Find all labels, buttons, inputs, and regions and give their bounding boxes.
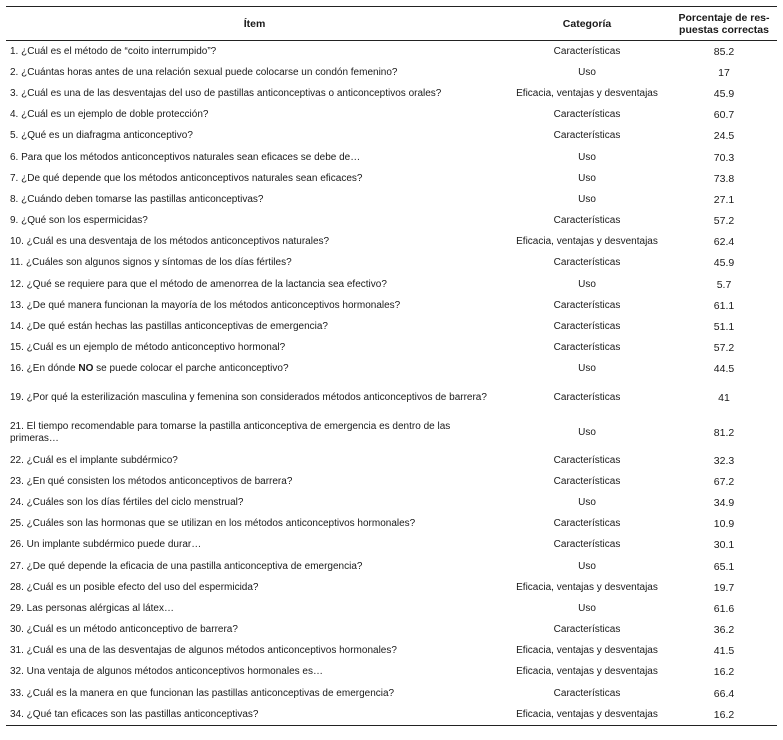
column-header-item: Ítem xyxy=(6,7,503,41)
column-header-category: Categoría xyxy=(503,7,671,41)
item-cell: 19. ¿Por qué la esterilización masculina y femenina son considerados métodos anticonceptivos de barrera? xyxy=(10,391,487,403)
table-row xyxy=(6,683,777,704)
percent-cell: 61.1 xyxy=(713,299,735,312)
category-cell: Uso xyxy=(578,560,596,572)
item-text-after: se puede colocar el parche anticonceptivo? xyxy=(93,363,289,375)
category-cell: Eficacia, ventajas y desventajas xyxy=(516,645,658,657)
percent-cell: 36.2 xyxy=(713,624,735,637)
table-row xyxy=(6,83,777,104)
category-cell: Características xyxy=(553,475,621,487)
table-row xyxy=(6,380,777,415)
category-cell: Uso xyxy=(578,278,596,290)
percent-cell: 44.5 xyxy=(713,363,735,376)
category-cell: Características xyxy=(553,454,621,466)
category-cell: Características xyxy=(553,539,621,551)
percent-cell: 70.3 xyxy=(713,151,735,164)
category-cell: Eficacia, ventajas y desventajas xyxy=(516,87,658,99)
item-cell: 30. ¿Cuál es un método anticonceptivo de barrera? xyxy=(10,624,238,636)
table-row xyxy=(6,232,777,253)
category-cell: Características xyxy=(553,215,621,227)
column-header-percent-line2: puestas correctas xyxy=(679,23,769,36)
item-cell: 27. ¿De qué depende la eficacia de una pastilla anticonceptiva de emergencia? xyxy=(10,560,363,572)
table-row xyxy=(6,274,777,295)
percent-cell: 51.1 xyxy=(713,321,735,334)
category-cell: Características xyxy=(553,391,621,403)
item-text-emphasis: NO xyxy=(78,363,94,375)
column-header-percent xyxy=(671,7,777,41)
table-row xyxy=(6,514,777,535)
table-row xyxy=(6,450,777,471)
table-row xyxy=(6,492,777,513)
item-cell: 11. ¿Cuáles son algunos signos y síntomas de los días fértiles? xyxy=(10,257,292,269)
table-row xyxy=(6,471,777,492)
category-cell: Uso xyxy=(578,496,596,508)
percent-cell: 61.6 xyxy=(713,602,735,615)
percent-cell: 62.4 xyxy=(713,236,735,249)
category-cell: Uso xyxy=(578,426,596,438)
item-cell: 28. ¿Cuál es un posible efecto del uso del espermicida? xyxy=(10,581,259,593)
item-text-before: 16. ¿En dónde xyxy=(10,363,79,375)
table-row xyxy=(6,620,777,641)
item-cell: 7. ¿De qué depende que los métodos anticonceptivos naturales sean eficaces? xyxy=(10,172,363,184)
item-cell: 9. ¿Qué son los espermicidas? xyxy=(10,215,148,227)
item-cell: 29. Las personas alérgicas al látex… xyxy=(10,602,174,614)
item-cell: 12. ¿Qué se requiere para que el método de amenorrea de la lactancia sea efectivo? xyxy=(10,278,387,290)
table-row xyxy=(6,211,777,232)
category-cell: Eficacia, ventajas y desventajas xyxy=(516,666,658,678)
table-row xyxy=(6,359,777,380)
percent-cell: 60.7 xyxy=(713,109,735,122)
item-cell: 26. Un implante subdérmico puede durar… xyxy=(10,539,202,551)
percent-cell: 17 xyxy=(718,66,730,79)
category-cell: Eficacia, ventajas y desventajas xyxy=(516,236,658,248)
table-row xyxy=(6,62,777,83)
category-cell: Uso xyxy=(578,602,596,614)
category-cell: Características xyxy=(553,518,621,530)
item-cell: 32. Una ventaja de algunos métodos anticonceptivos hormonales es… xyxy=(10,666,323,678)
table-row xyxy=(6,168,777,189)
category-cell: Características xyxy=(553,45,621,57)
percent-cell: 57.2 xyxy=(713,215,735,228)
table-row xyxy=(6,556,777,577)
table-row xyxy=(6,598,777,619)
percent-cell: 32.3 xyxy=(713,454,735,467)
column-header-percent-line1: Porcentaje de res- xyxy=(678,11,770,24)
percent-cell: 45.9 xyxy=(713,87,735,100)
item-cell: 33. ¿Cuál es la manera en que funcionan las pastillas anticonceptivas de emergencia? xyxy=(10,687,395,699)
item-cell: 24. ¿Cuáles son los días fértiles del ciclo menstrual? xyxy=(10,496,244,508)
item-cell: 25. ¿Cuáles son las hormonas que se utilizan en los métodos anticonceptivos hormonales? xyxy=(10,518,416,530)
percent-cell: 27.1 xyxy=(713,193,735,206)
percent-cell: 45.9 xyxy=(713,257,735,270)
item-cell: 15. ¿Cuál es un ejemplo de método anticonceptivo hormonal? xyxy=(10,342,286,354)
item-cell xyxy=(6,359,503,380)
percent-cell: 24.5 xyxy=(713,130,735,143)
percent-cell: 73.8 xyxy=(713,172,735,185)
item-cell: 14. ¿De qué están hechas las pastillas anticonceptivas de emergencia? xyxy=(10,321,328,333)
item-cell: 4. ¿Cuál es un ejemplo de doble protección? xyxy=(10,109,209,121)
item-cell: 6. Para que los métodos anticonceptivos naturales sean eficaces se debe de… xyxy=(10,151,361,163)
category-cell: Características xyxy=(553,299,621,311)
item-cell: 22. ¿Cuál es el implante subdérmico? xyxy=(10,454,178,466)
item-cell: 3. ¿Cuál es una de las desventajas del uso de pastillas anticonceptivas o anticonceptivos orales? xyxy=(10,87,442,99)
item-cell: 5. ¿Qué es un diafragma anticonceptivo? xyxy=(10,130,193,142)
table-row xyxy=(6,577,777,598)
percent-cell: 34.9 xyxy=(713,496,735,509)
header-row xyxy=(6,7,777,41)
category-cell: Características xyxy=(553,321,621,333)
table-row xyxy=(6,295,777,316)
category-cell: Uso xyxy=(578,363,596,375)
table-row xyxy=(6,662,777,683)
category-cell: Características xyxy=(553,687,621,699)
percent-cell: 66.4 xyxy=(713,687,735,700)
category-cell: Características xyxy=(553,109,621,121)
category-cell: Eficacia, ventajas y desventajas xyxy=(503,704,671,726)
percent-cell: 16.2 xyxy=(713,666,735,679)
percent-cell: 57.2 xyxy=(713,342,735,355)
item-cell: 8. ¿Cuándo deben tomarse las pastillas anticonceptivas? xyxy=(10,193,264,205)
item-cell: 13. ¿De qué manera funcionan la mayoría de los métodos anticonceptivos hormonales? xyxy=(10,299,401,311)
percent-cell: 85.2 xyxy=(713,45,735,58)
percent-cell: 10.9 xyxy=(713,518,735,531)
category-cell: Características xyxy=(553,624,621,636)
percent-cell: 30.1 xyxy=(713,539,735,552)
item-cell: 10. ¿Cuál es una desventaja de los métodos anticonceptivos naturales? xyxy=(10,236,330,248)
category-cell: Uso xyxy=(578,172,596,184)
item-cell: 1. ¿Cuál es el método de “coito interrumpido”? xyxy=(10,45,217,57)
category-cell: Uso xyxy=(578,193,596,205)
percent-cell: 41.5 xyxy=(713,645,735,658)
category-cell: Uso xyxy=(578,66,596,78)
survey-results-table xyxy=(6,6,777,726)
category-cell: Características xyxy=(553,257,621,269)
table-row xyxy=(6,126,777,147)
table-row xyxy=(6,338,777,359)
table-row xyxy=(6,147,777,168)
table-row xyxy=(6,253,777,274)
percent-cell: 67.2 xyxy=(713,475,735,488)
percent-cell: 65.1 xyxy=(713,560,735,573)
item-cell: 31. ¿Cuál es una de las desventajas de algunos métodos anticonceptivos hormonales? xyxy=(10,645,397,657)
table-row xyxy=(6,316,777,337)
table-row xyxy=(6,704,777,726)
item-cell: 2. ¿Cuántas horas antes de una relación sexual puede colocarse un condón femenino? xyxy=(10,66,398,78)
table-row xyxy=(6,535,777,556)
category-cell: Características xyxy=(553,342,621,354)
percent-cell: 41 xyxy=(718,391,730,404)
table-row xyxy=(6,641,777,662)
category-cell: Características xyxy=(553,130,621,142)
table-row xyxy=(6,415,777,450)
item-cell: 21. El tiempo recomendable para tomarse la pastilla anticonceptiva de emergencia es dentro de las primeras… xyxy=(10,420,451,444)
percent-cell: 81.2 xyxy=(713,426,735,439)
category-cell: Eficacia, ventajas y desventajas xyxy=(516,581,658,593)
percent-cell: 19.7 xyxy=(713,581,735,594)
table-row xyxy=(6,41,777,63)
table-row xyxy=(6,105,777,126)
percent-cell: 5.7 xyxy=(716,278,732,291)
percent-cell: 16.2 xyxy=(671,704,777,726)
table-row xyxy=(6,189,777,210)
item-cell: 34. ¿Qué tan eficaces son las pastillas anticonceptivas? xyxy=(6,704,503,726)
category-cell: Uso xyxy=(578,151,596,163)
item-cell: 23. ¿En qué consisten los métodos anticonceptivos de barrera? xyxy=(10,475,293,487)
